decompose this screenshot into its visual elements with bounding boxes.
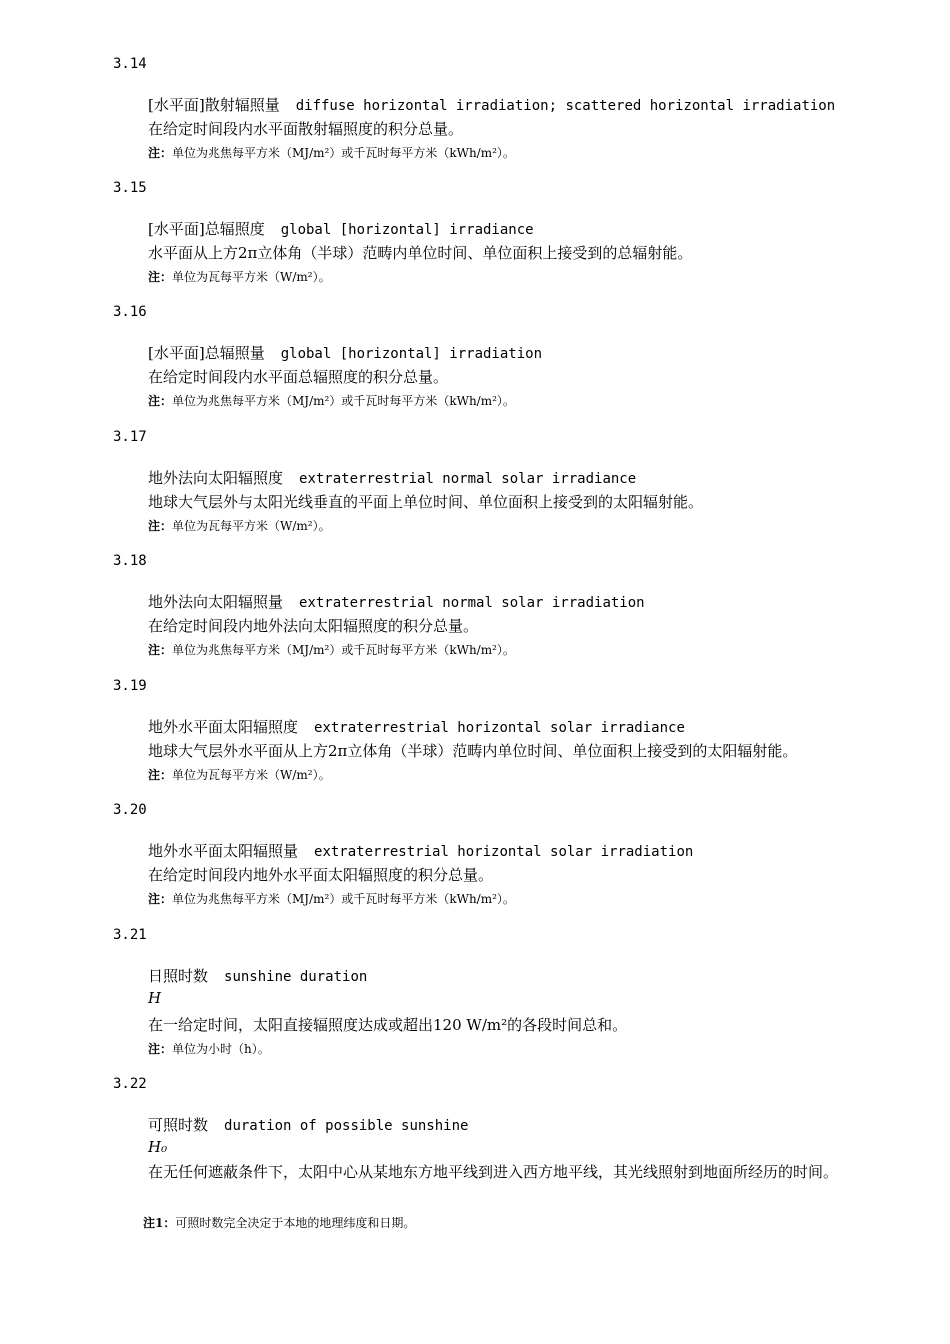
clause-number: 3.18 — [113, 553, 147, 569]
term-note — [148, 392, 515, 409]
term-english: extraterrestrial horizontal solar irradiance — [314, 720, 685, 736]
clause-number: 3.20 — [113, 802, 147, 818]
term-chinese: 地外法向太阳辐照量 — [148, 593, 284, 611]
note-label: 注： — [148, 768, 173, 782]
term-note — [148, 890, 515, 907]
note-label: 注1： — [143, 1216, 176, 1230]
note-label: 注： — [148, 1042, 173, 1056]
note-text: 单位为兆焦每平方米（MJ/m²）或千瓦时每平方米（kWh/m²）。 — [172, 892, 515, 906]
term-chinese: 可照时数 — [148, 1116, 209, 1134]
term-english: diffuse horizontal irradiation; scattered horizontal irradiation — [295, 98, 836, 114]
term-note — [148, 517, 331, 534]
term-definition: 在给定时间段内地外水平面太阳辐照度的积分总量。 — [148, 866, 494, 884]
note-text: 单位为瓦每平方米（W/m²）。 — [172, 270, 331, 284]
term-chinese: 地外法向太阳辐照度 — [148, 469, 284, 487]
term-english: global [horizontal] irradiation — [280, 346, 543, 362]
note-text: 单位为瓦每平方米（W/m²）。 — [172, 768, 331, 782]
term-heading — [148, 218, 534, 239]
note-text: 单位为兆焦每平方米（MJ/m²）或千瓦时每平方米（kWh/m²）。 — [172, 643, 515, 657]
note-text: 单位为瓦每平方米（W/m²）。 — [172, 519, 331, 533]
term-symbol: H — [148, 989, 162, 1007]
term-definition: 在无任何遮蔽条件下，太阳中心从某地东方地平线到进入西方地平线，其光线照射到地面所经历的时间。 — [148, 1163, 839, 1181]
term-definition: 水平面从上方2π立体角（半球）范畴内单位时间、单位面积上接受到的总辐射能。 — [148, 244, 693, 262]
term-english: duration of possible sunshine — [224, 1118, 469, 1134]
term-english: sunshine duration — [224, 969, 368, 985]
term-heading — [148, 840, 693, 861]
clause-number: 3.15 — [113, 180, 147, 196]
term-heading — [148, 716, 685, 737]
term-note — [148, 268, 331, 285]
note-text: 单位为兆焦每平方米（MJ/m²）或千瓦时每平方米（kWh/m²）。 — [172, 146, 515, 160]
clause-number: 3.14 — [113, 56, 147, 72]
term-english: extraterrestrial normal solar irradiance — [299, 471, 637, 487]
term-heading — [148, 1114, 468, 1135]
clause-number: 3.16 — [113, 304, 147, 320]
term-heading — [148, 591, 645, 612]
note-text: 可照时数完全决定于本地的地理纬度和日期。 — [175, 1216, 416, 1230]
term-heading — [148, 342, 542, 363]
clause-number: 3.21 — [113, 927, 147, 943]
term-note — [148, 1040, 270, 1057]
term-chinese: 地外水平面太阳辐照度 — [148, 718, 299, 736]
note-label: 注： — [148, 270, 173, 284]
term-definition: 在给定时间段内地外法向太阳辐照度的积分总量。 — [148, 617, 479, 635]
note-text: 单位为小时（h）。 — [172, 1042, 270, 1056]
term-note — [143, 1214, 415, 1231]
term-chinese: [水平面]总辐照量 — [148, 344, 265, 362]
term-heading — [148, 94, 835, 115]
note-label: 注： — [148, 394, 173, 408]
term-heading — [148, 467, 636, 488]
clause-number: 3.22 — [113, 1076, 147, 1092]
term-definition: 在给定时间段内水平面散射辐照度的积分总量。 — [148, 120, 464, 138]
term-symbol: H₀ — [148, 1138, 168, 1156]
term-definition: 在给定时间段内水平面总辐照度的积分总量。 — [148, 368, 449, 386]
term-english: global [horizontal] irradiance — [280, 222, 534, 238]
note-text: 单位为兆焦每平方米（MJ/m²）或千瓦时每平方米（kWh/m²）。 — [172, 394, 515, 408]
term-chinese: [水平面]总辐照度 — [148, 220, 265, 238]
term-english: extraterrestrial horizontal solar irradiation — [314, 844, 694, 860]
term-english: extraterrestrial normal solar irradiation — [299, 595, 645, 611]
term-definition: 地球大气层外水平面从上方2π立体角（半球）范畴内单位时间、单位面积上接受到的太阳辐射能。 — [148, 742, 798, 760]
term-definition: 地球大气层外与太阳光线垂直的平面上单位时间、单位面积上接受到的太阳辐射能。 — [148, 493, 704, 511]
term-note — [148, 144, 515, 161]
term-note — [148, 641, 515, 658]
clause-number: 3.19 — [113, 678, 147, 694]
term-chinese: 日照时数 — [148, 967, 209, 985]
term-chinese: 地外水平面太阳辐照量 — [148, 842, 299, 860]
term-heading — [148, 965, 367, 986]
clause-number: 3.17 — [113, 429, 147, 445]
note-label: 注： — [148, 146, 173, 160]
note-label: 注： — [148, 519, 173, 533]
note-label: 注： — [148, 892, 173, 906]
term-note — [148, 766, 331, 783]
term-definition: 在一给定时间，太阳直接辐照度达成或超出120 W/m²的各段时间总和。 — [148, 1016, 628, 1034]
note-label: 注： — [148, 643, 173, 657]
term-chinese: [水平面]散射辐照量 — [148, 96, 280, 114]
